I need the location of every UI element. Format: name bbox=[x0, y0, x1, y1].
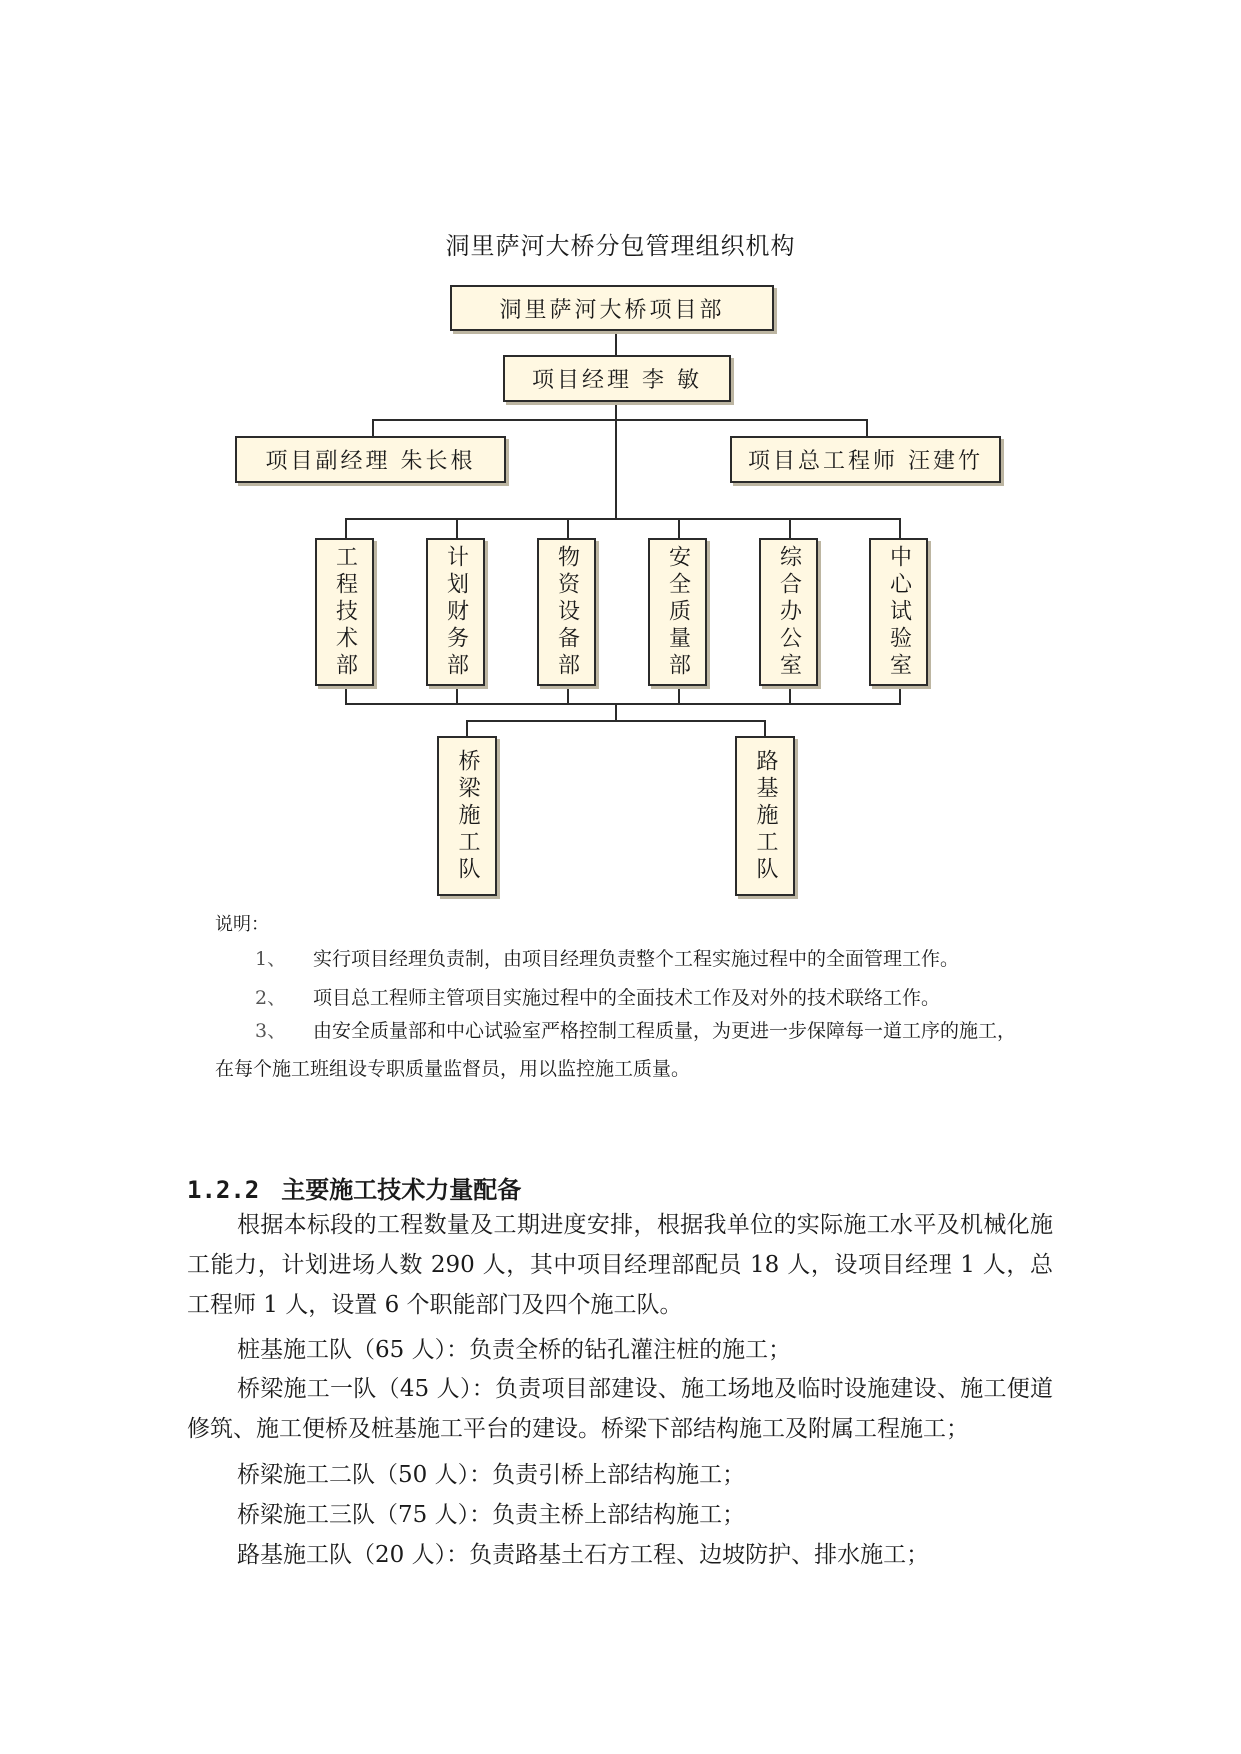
org-box-team-bridge: 桥梁施工队 bbox=[437, 736, 497, 896]
org-box-dept-engineering: 工程技术部 bbox=[315, 538, 374, 686]
body-paragraph: 桥梁施工三队（75 人）：负责主桥上部结构施工； bbox=[237, 1502, 746, 1528]
connector-line bbox=[789, 685, 791, 705]
org-box-team-roadbed: 路基施工队 bbox=[735, 736, 795, 896]
note-number: 3、 bbox=[255, 1020, 287, 1042]
connector-line bbox=[567, 518, 569, 540]
org-box-dept-lab: 中心试验室 bbox=[869, 538, 928, 686]
connector-line bbox=[615, 420, 617, 520]
body-paragraph: 桥梁施工二队（50 人）：负责引桥上部结构施工； bbox=[237, 1462, 746, 1488]
connector-line bbox=[372, 419, 868, 421]
connector-line bbox=[678, 518, 680, 540]
org-box-project-dept: 洞里萨河大桥项目部 bbox=[450, 285, 774, 331]
connector-line bbox=[615, 330, 617, 357]
body-paragraph: 桩基施工队（65 人）：负责全桥的钻孔灌注桩的施工； bbox=[237, 1337, 792, 1363]
connector-line bbox=[899, 518, 901, 540]
note-item bbox=[215, 1012, 1025, 1088]
connector-line bbox=[899, 685, 901, 705]
notes-label: 说明： bbox=[215, 914, 269, 935]
connector-line bbox=[678, 685, 680, 705]
section-heading bbox=[187, 1170, 521, 1205]
org-box-dept-safety-quality: 安全质量部 bbox=[648, 538, 707, 686]
connector-line bbox=[372, 419, 374, 437]
note-text: 由安全质量部和中心试验室严格控制工程质量，为更进一步保障每一道工序的施工，在每个施工班组设专职质量监督员，用以监控施工质量。 bbox=[215, 1020, 1017, 1080]
connector-line bbox=[456, 685, 458, 705]
connector-line bbox=[567, 685, 569, 705]
connector-line bbox=[615, 703, 617, 721]
org-box-dept-finance: 计划财务部 bbox=[426, 538, 485, 686]
section-number: 1.2.2 bbox=[187, 1176, 260, 1204]
connector-line bbox=[345, 518, 347, 540]
connector-line bbox=[789, 518, 791, 540]
note-number: 1、 bbox=[255, 948, 287, 970]
org-box-project-manager: 项目经理 李 敏 bbox=[503, 355, 731, 402]
org-chart-title: 洞里萨河大桥分包管理组织机构 bbox=[445, 232, 796, 260]
note-text: 实行项目经理负责制，由项目经理负责整个工程实施过程中的全面管理工作。 bbox=[313, 948, 960, 970]
connector-line bbox=[615, 402, 617, 420]
body-paragraph: 根据本标段的工程数量及工期进度安排，根据我单位的实际施工水平及机械化施工能力，计划进场人数 290 人，其中项目经理部配员 18 人，设项目经理 1 人，总工程师 1 人，设置 6 个职能部门及四个施工队。 bbox=[187, 1212, 1053, 1318]
body-paragraph: 桥梁施工一队（45 人）：负责项目部建设、施工场地及临时设施建设、施工便道修筑、施工便桥及桩基施工平台的建设。桥梁下部结构施工及附属工程施工； bbox=[187, 1376, 1053, 1442]
section-title: 主要施工技术力量配备 bbox=[281, 1176, 522, 1204]
connector-line bbox=[345, 703, 901, 705]
connector-line bbox=[466, 720, 766, 722]
note-text: 项目总工程师主管项目实施过程中的全面技术工作及对外的技术联络工作。 bbox=[313, 987, 941, 1009]
note-item bbox=[215, 940, 1025, 978]
org-box-deputy-manager: 项目副经理 朱长根 bbox=[235, 436, 506, 483]
connector-line bbox=[456, 518, 458, 540]
org-box-dept-materials: 物资设备部 bbox=[537, 538, 596, 686]
connector-line bbox=[866, 419, 868, 437]
org-box-chief-engineer: 项目总工程师 汪建竹 bbox=[730, 436, 1001, 483]
org-box-dept-office: 综合办公室 bbox=[759, 538, 818, 686]
connector-line bbox=[345, 518, 901, 520]
note-number: 2、 bbox=[255, 987, 287, 1009]
body-paragraph: 路基施工队（20 人）：负责路基土石方工程、边坡防护、排水施工； bbox=[237, 1542, 930, 1568]
connector-line bbox=[345, 685, 347, 705]
